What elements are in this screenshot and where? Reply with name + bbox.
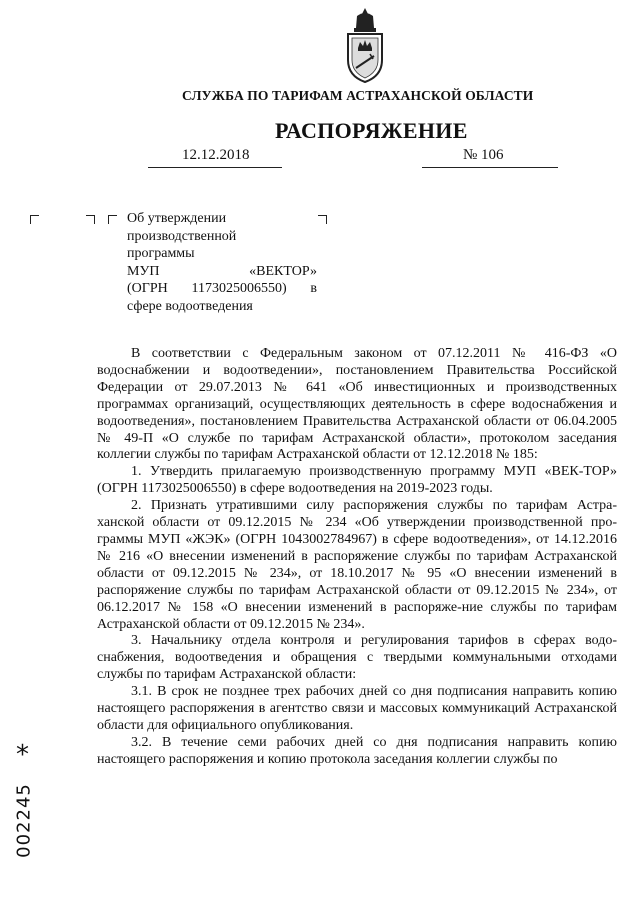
document-type: РАСПОРЯЖЕНИЕ <box>275 118 468 143</box>
body-paragraph: 1. Утвердить прилагаемую производственную программу МУП «ВЕК-ТОР» (ОГРН 1173025006550) в сфере водоотведения на 2019-2023 годы. <box>97 464 617 497</box>
subject-line <box>127 263 317 281</box>
subject-line: производственной <box>127 228 237 244</box>
document-number: № 106 <box>463 147 504 163</box>
document-date: 12.12.2018 <box>182 147 250 163</box>
date-underline <box>148 167 282 168</box>
subject-word: в <box>310 281 317 296</box>
subject-line: сфере водоотведения <box>127 298 253 314</box>
registration-stamp <box>13 740 38 870</box>
subject-word: МУП <box>127 263 160 279</box>
corner-mark <box>108 215 117 224</box>
registration-code: 002245 <box>13 783 35 858</box>
body-paragraph: 3. Начальнику отдела контроля и регулирования тарифов в сферах водо-снабжения, водоотведения и обращения с твердыми коммунальными отходами службы по тарифам Астраханской области: <box>97 633 617 683</box>
document-body <box>97 346 617 769</box>
subject-line: программы <box>127 246 195 261</box>
document-subject <box>127 210 317 315</box>
subject-line <box>127 280 317 298</box>
subject-word: (ОГРН <box>127 281 168 296</box>
organization-name: СЛУЖБА ПО ТАРИФАМ АСТРАХАНСКОЙ ОБЛАСТИ <box>182 88 534 103</box>
body-paragraph: 3.1. В срок не позднее трех рабочих дней со дня подписания направить копию настоящего распоряжения в агентство связи и массовых коммуникаций Астраханской области для официального опубликования. <box>97 684 617 733</box>
number-underline <box>422 167 558 168</box>
subject-line: Об утверждении <box>127 211 227 226</box>
body-paragraph: 3.2. В течение семи рабочих дней со дня подписания направить копию настоящего распоряжения и копию протокола заседания коллегии службы по <box>97 734 617 767</box>
body-paragraph: 2. Признать утратившими силу распоряжения службы по тарифам Астра-ханской области от 09.12.2015 № 234 «Об утверждении производственной про-граммы МУП «ЖЭК» (ОГРН 1043002784967) в сфере водоотведения», от 14.12.2016 № 216 «О внесении изменений в распоряжение службы по тарифам Астраханской области от 09.12.2015 № 234», от 18.10.2017 № 95 «О внесении изменений в распоряжение службы по тарифам Астраханской области от 09.12.2015 № 234», от 06.12.2017 № 158 «О внесении изменений в распоряже-ние службы по тарифам Астраханской области от 09.12.2015 № 234». <box>97 498 617 632</box>
subject-word: «ВЕКТОР» <box>249 263 317 279</box>
corner-mark <box>86 215 95 224</box>
subject-word: 1173025006550) <box>191 281 287 296</box>
corner-mark <box>318 215 327 224</box>
body-paragraph: В соответствии с Федеральным законом от 07.12.2011 № 416-ФЗ «О водоснабжении и водоотведении», постановлением Правительства Российской Федерации от 29.07.2013 № 641 «Об инвестиционных и производственных программах организаций, осуществляющих деятельность в сфере водоснабжения и водоотведения», постановлением Правительства Астраханской области от 06.04.2005 № 49-П «О службе по тарифам Астраханской области», протоколом заседания коллегии службы по тарифам Астраханской области от 12.12.2018 № 185: <box>97 346 617 463</box>
asterisk-mark: * <box>16 740 29 770</box>
corner-mark <box>30 215 39 224</box>
coat-of-arms-icon <box>340 6 390 84</box>
